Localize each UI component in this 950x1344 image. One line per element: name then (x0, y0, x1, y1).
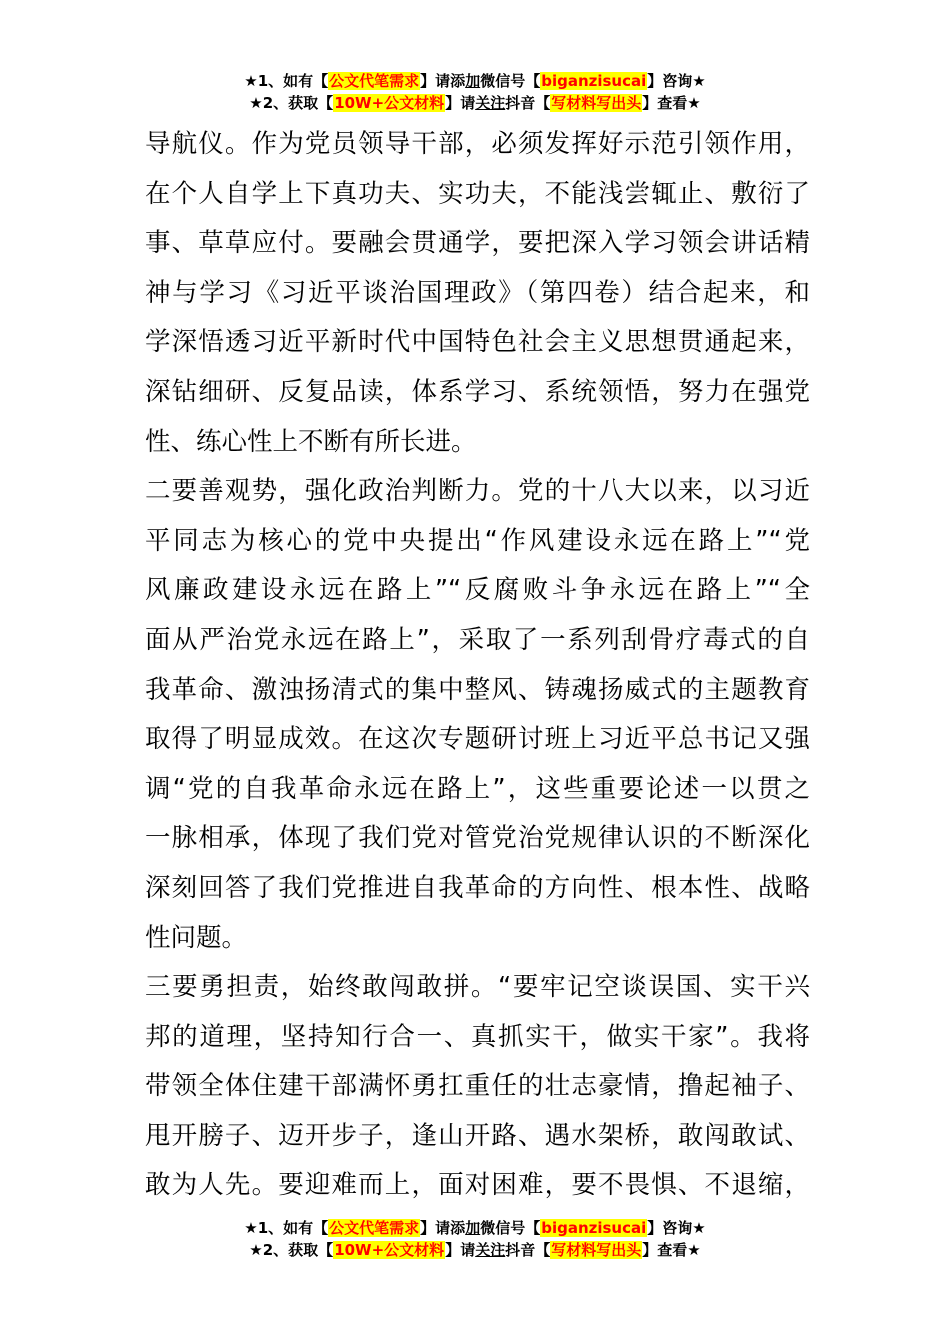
banner-line-2 (0, 1239, 950, 1261)
text-line: 性、练心性上不断有所长进。 (145, 426, 477, 457)
text-line: 带领全体住建干部满怀勇扛重任的壮志豪情，撸起袖子、 (145, 1071, 810, 1102)
banner-line-1 (0, 70, 950, 92)
text-line: 性问题。 (145, 922, 248, 953)
text-line: 在个人自学上下真功夫、实功夫，不能浅尝辄止、敷衍了 (145, 178, 810, 209)
text-line: 深钻细研、反复品读，体系学习、系统领悟，努力在强党 (145, 376, 810, 407)
banner-highlight: biganzisucai (541, 72, 647, 90)
footer-banner (0, 1217, 950, 1261)
banner-line-1 (0, 1217, 950, 1239)
text-line: 风廉政建设永远在路上”“反腐败斗争永远在路上”“全 (145, 575, 810, 606)
banner-highlight: 公文代笔需求 (329, 72, 420, 90)
banner-text: 】请 (445, 1241, 476, 1259)
text-line: 邦的道理，坚持知行合一、真抓实干，做实干家”。我将 (145, 1021, 810, 1052)
banner-underlined-text: 加 (465, 1219, 481, 1237)
banner-highlight: 10W+公文材料 (334, 94, 445, 112)
text-line: 三要勇担责，始终敢闯敢拼。“要牢记空谈误国、实干兴 (145, 972, 810, 1003)
text-line: 平同志为核心的党中央提出“作风建设永远在路上”“党 (145, 525, 810, 556)
banner-underlined-text: 加 (465, 72, 481, 90)
banner-text: ★1、如有【 (244, 72, 329, 90)
banner-text: 】查看★ (642, 1241, 701, 1259)
text-line: 一脉相承，体现了我们党对管党治党规律认识的不断深化 (145, 823, 810, 854)
banner-text: 微信号【 (480, 1219, 541, 1237)
text-line: 我革命、激浊扬清式的集中整风、铸魂扬威式的主题教育 (145, 674, 810, 705)
banner-text: 】查看★ (642, 94, 701, 112)
text-line: 甩开膀子、迈开步子，逢山开路、遇水架桥，敢闯敢试、 (145, 1120, 810, 1151)
text-line: 导航仪。作为党员领导干部，必须发挥好示范引领作用， (145, 129, 810, 159)
text-line: 敢为人先。要迎难而上，面对困难，要不畏惧、不退缩， (145, 1170, 810, 1201)
document-body (145, 120, 810, 1211)
banner-text: 】请添 (420, 1219, 466, 1237)
banner-underlined-text: 关注 (475, 1241, 506, 1259)
banner-text: 】请添 (420, 72, 466, 90)
banner-text: ★2、获取【 (249, 94, 334, 112)
banner-text: 抖音【 (505, 94, 551, 112)
banner-text: 抖音【 (505, 1241, 551, 1259)
banner-highlight: 10W+公文材料 (334, 1241, 445, 1259)
banner-highlight: 写材料写出头 (551, 94, 642, 112)
banner-text: ★2、获取【 (249, 1241, 334, 1259)
banner-underlined-text: 关注 (475, 94, 506, 112)
banner-text: 】咨询★ (647, 1219, 706, 1237)
text-line: 调“党的自我革命永远在路上”，这些重要论述一以贯之 (145, 773, 810, 804)
text-line: 面从严治党永远在路上”，采取了一系列刮骨疗毒式的自 (145, 624, 810, 655)
banner-text: 微信号【 (480, 72, 541, 90)
text-line: 学深悟透习近平新时代中国特色社会主义思想贯通起来， (145, 327, 810, 358)
banner-line-2 (0, 92, 950, 114)
text-line: 神与学习《习近平谈治国理政》（第四卷）结合起来，和 (145, 277, 810, 308)
banner-highlight: 写材料写出头 (551, 1241, 642, 1259)
text-line: 取得了明显成效。在这次专题研讨班上习近平总书记又强 (145, 724, 810, 755)
text-line: 事、草草应付。要融会贯通学，要把深入学习领会讲话精 (145, 228, 810, 259)
banner-text: ★1、如有【 (244, 1219, 329, 1237)
banner-text: 】请 (445, 94, 476, 112)
text-line: 二要善观势，强化政治判断力。党的十八大以来，以习近 (145, 476, 810, 507)
banner-highlight: 公文代笔需求 (329, 1219, 420, 1237)
text-line: 深刻回答了我们党推进自我革命的方向性、根本性、战略 (145, 872, 810, 903)
banner-text: 】咨询★ (647, 72, 706, 90)
header-banner (0, 70, 950, 114)
banner-highlight: biganzisucai (541, 1219, 647, 1237)
